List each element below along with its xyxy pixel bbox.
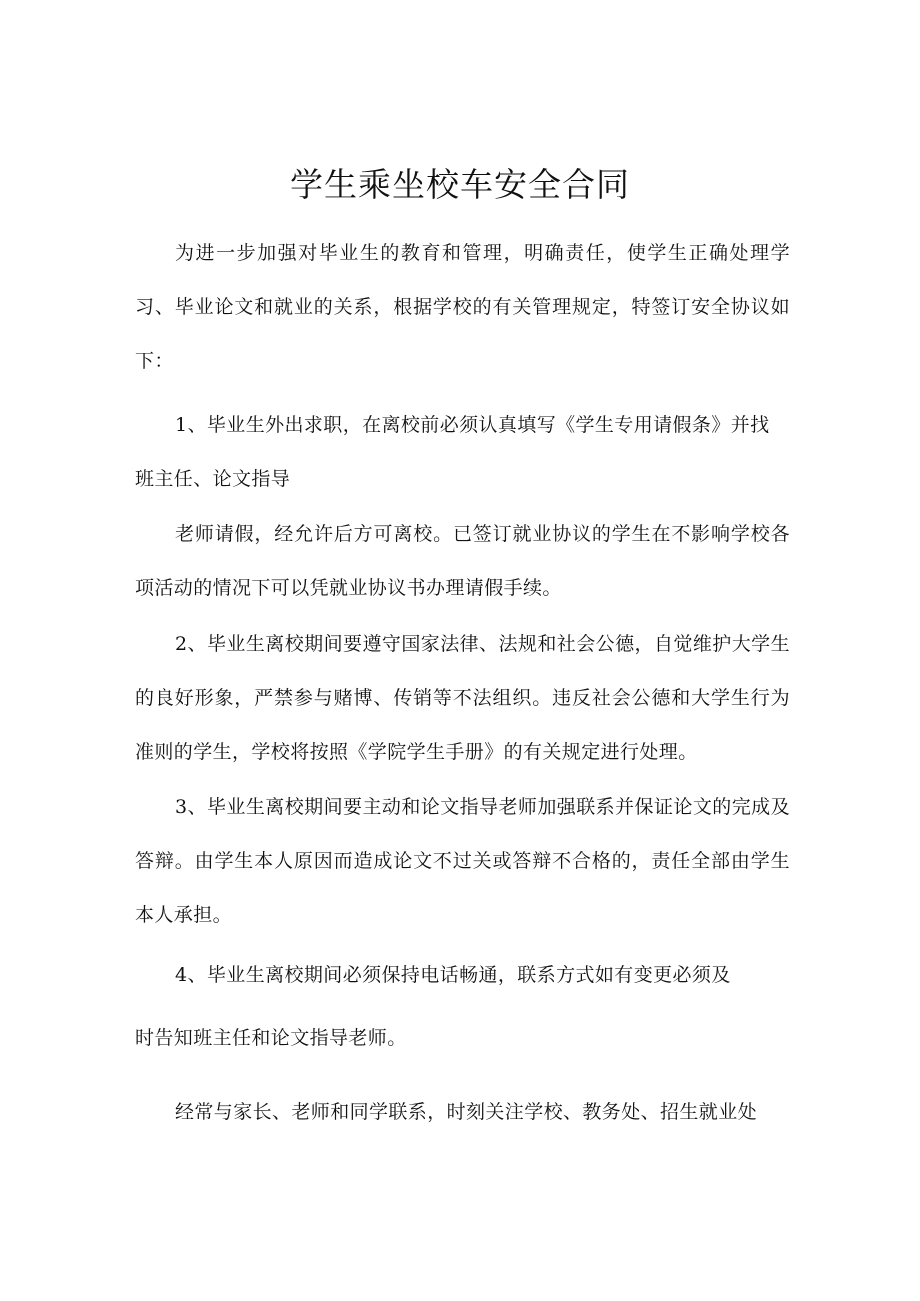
item-5-line-1: 经常与家长、老师和同学联系，时刻关注学校、教务处、招生就业处 — [175, 1101, 758, 1123]
item-3-paragraph: 3、毕业生离校期间要主动和论文指导老师加强联系并保证论文的完成及答辩。由学生本人原因而造成论文不过关或答辩不合格的，责任全部由学生本人承担。 — [135, 796, 790, 926]
item-1-continuation: 老师请假，经允许后方可离校。已签订就业协议的学生在不影响学校各项活动的情况下可以凭就业协议书办理请假手续。 — [135, 523, 790, 599]
item-1-line-1: 1、毕业生外出求职，在离校前必须认真填写《学生专用请假条》并找 — [175, 414, 770, 436]
item-4-line-1: 4、毕业生离校期间必须保持电话畅通，联系方式如有变更必须及 — [175, 964, 731, 986]
intro-paragraph: 为进一步加强对毕业生的教育和管理，明确责任，使学生正确处理学习、毕业论文和就业的关系，根据学校的有关管理规定，特签订安全协议如下： — [135, 242, 790, 372]
item-2-paragraph: 2、毕业生离校期间要遵守国家法律、法规和社会公德，自觉维护大学生的良好形象，严禁参与赌博、传销等不法组织。违反社会公德和大学生行为准则的学生，学校将按照《学院学生手册》的有关规定进行处理。 — [135, 633, 790, 763]
document-title: 学生乘坐校车安全合同 — [290, 165, 630, 204]
item-1-line-2: 班主任、论文指导 — [135, 468, 291, 490]
item-4-line-2: 时告知班主任和论文指导老师。 — [135, 1027, 407, 1049]
